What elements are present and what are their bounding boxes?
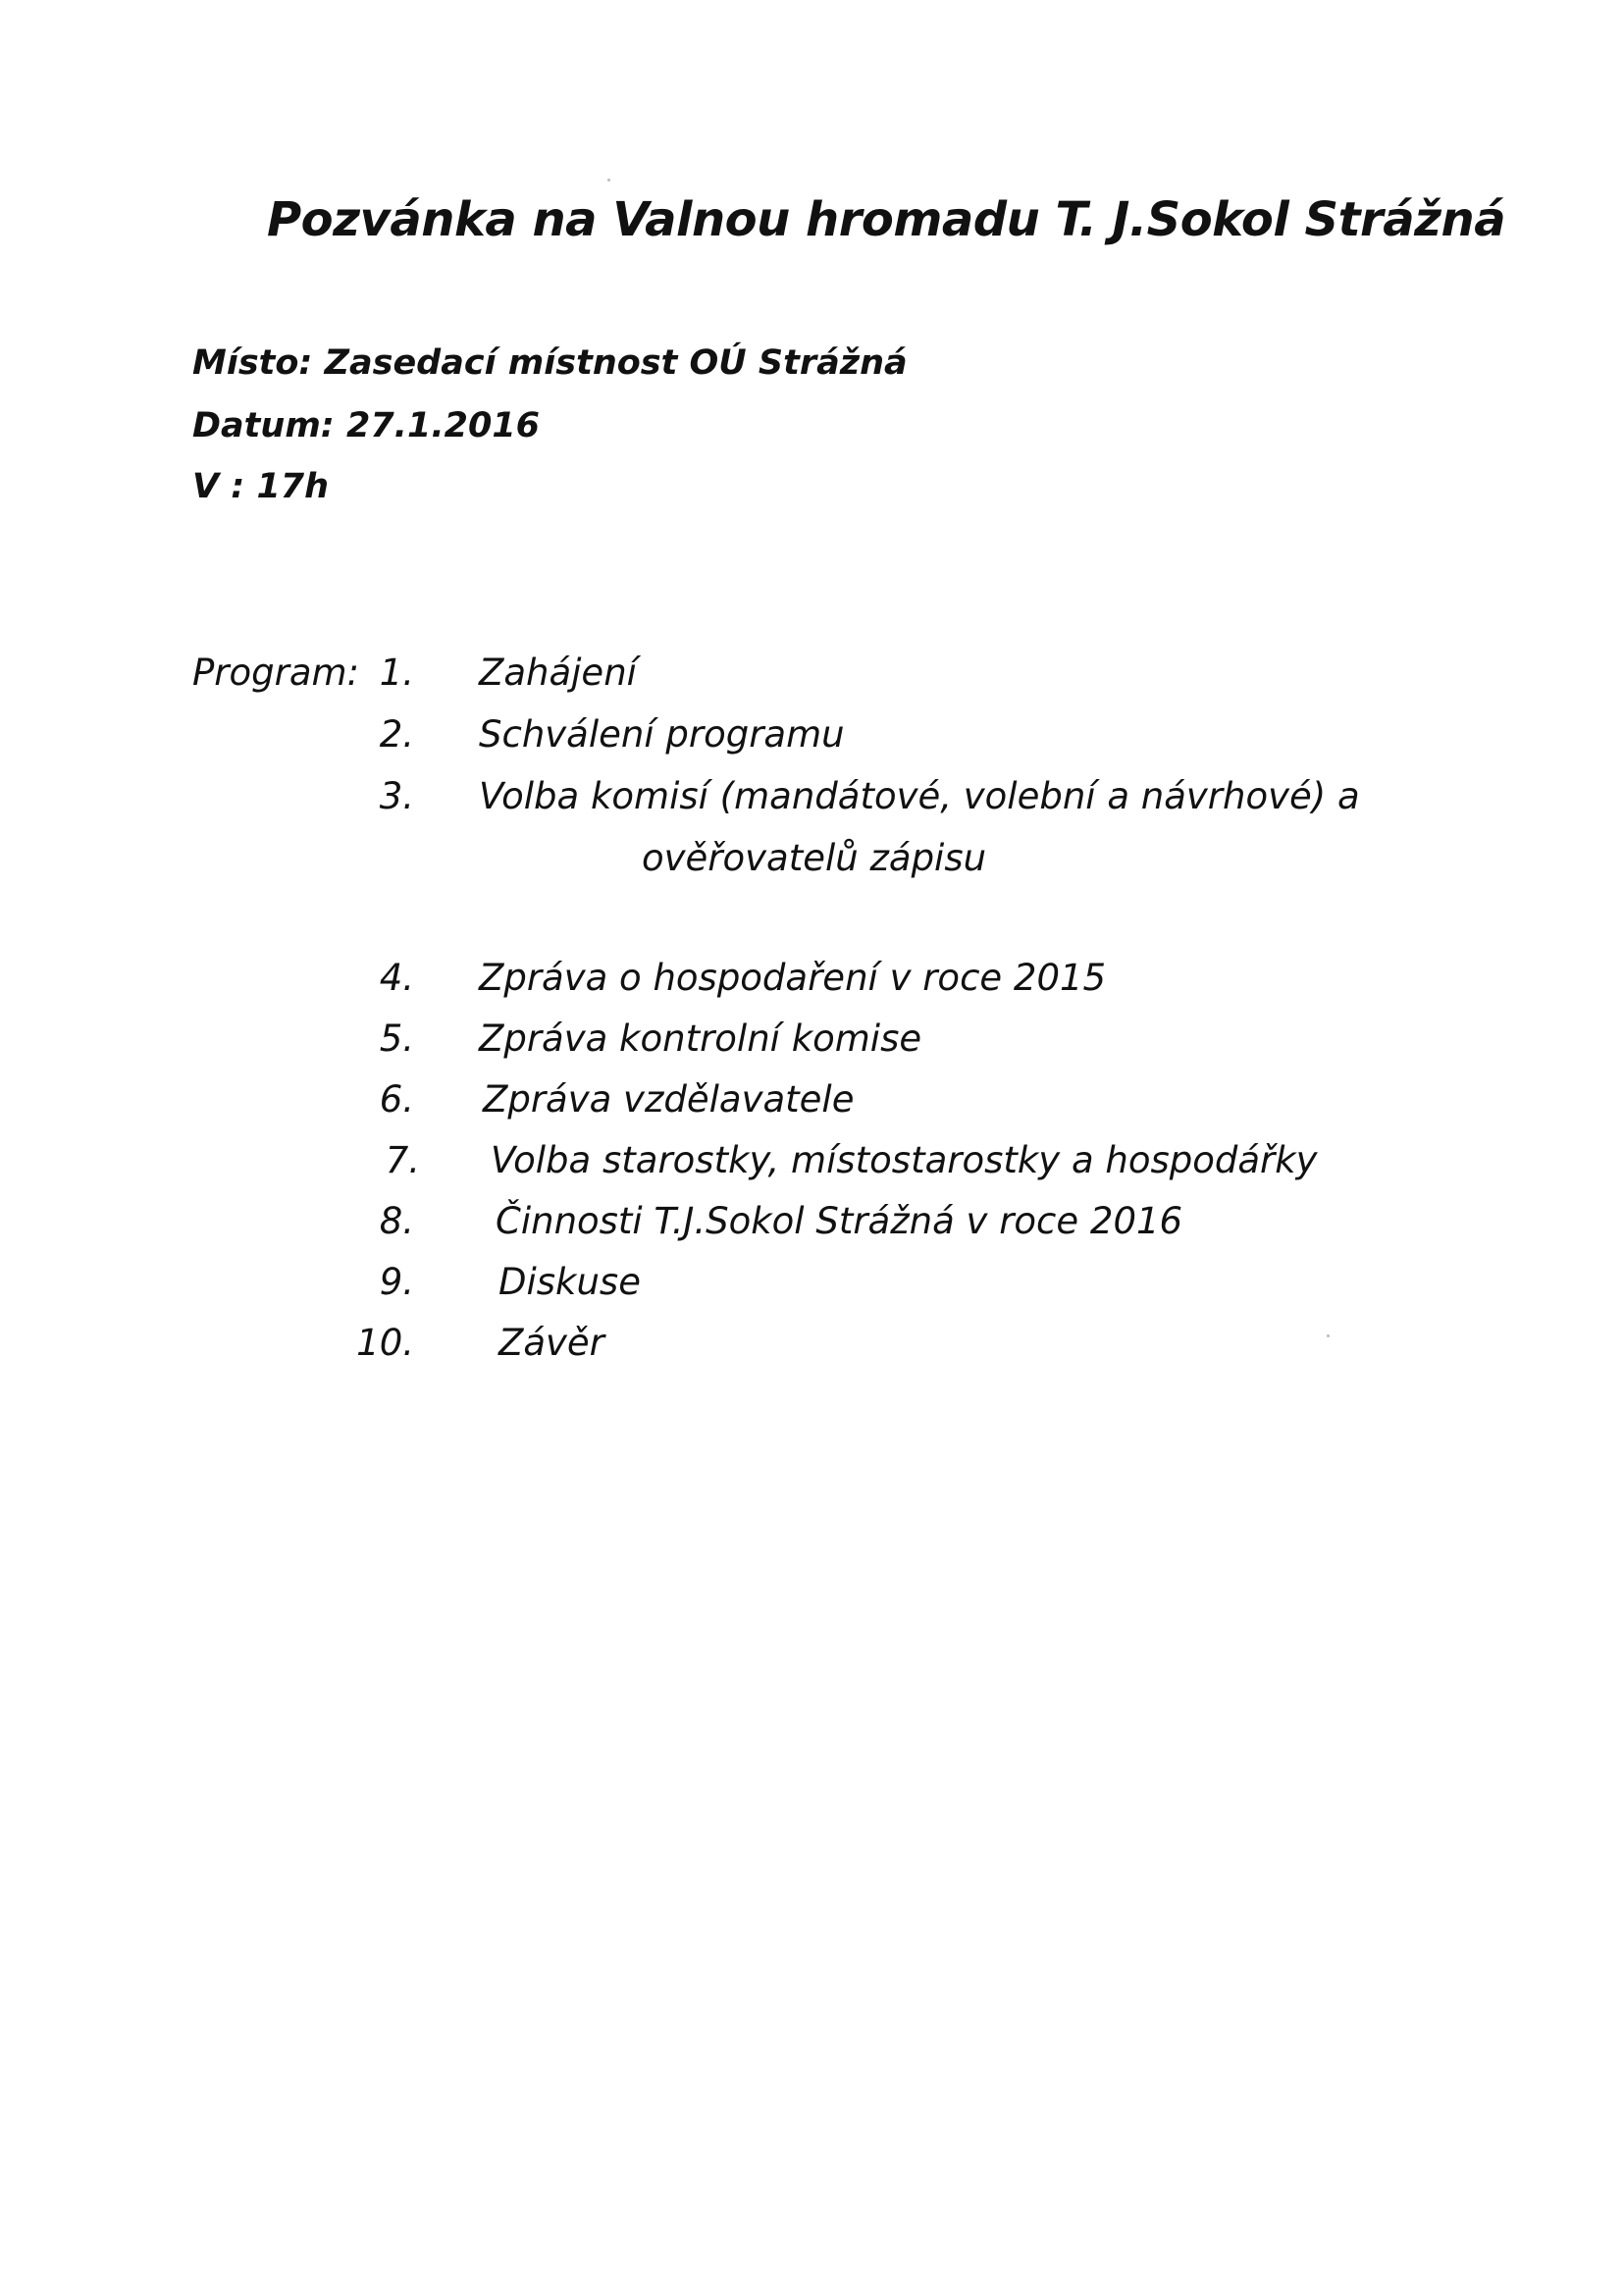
program-item-number: 4. xyxy=(379,957,414,999)
program-item-text: Závěr xyxy=(498,1322,604,1364)
program-item-number: 8. xyxy=(379,1200,414,1242)
program-item-number: 5. xyxy=(379,1018,414,1060)
program-item-number: 1. xyxy=(379,652,414,694)
program-item-continuation: ověřovatelů zápisu xyxy=(642,837,987,879)
program-item-text: Diskuse xyxy=(498,1261,641,1303)
program-item-text: Schválení programu xyxy=(479,713,845,756)
meeting-date: Datum: 27.1.2016 xyxy=(192,406,541,445)
program-item-number: 6. xyxy=(379,1078,414,1121)
document-title: Pozvánka na Valnou hromadu T. J.Sokol Strážná xyxy=(267,192,1506,247)
meeting-time: V : 17h xyxy=(192,467,330,506)
program-item-text: Zahájení xyxy=(479,652,637,694)
scan-speck xyxy=(607,179,610,182)
program-item-number: 2. xyxy=(379,713,414,756)
program-item-number: 7. xyxy=(385,1139,420,1181)
meeting-place: Místo: Zasedací místnost OÚ Strážná xyxy=(192,343,908,383)
scan-speck xyxy=(1327,1334,1330,1337)
program-item-number: 9. xyxy=(379,1261,414,1303)
program-item-text: Volba komisí (mandátové, volební a návrhové) a xyxy=(479,775,1360,817)
program-item-text: Činnosti T.J.Sokol Strážná v roce 2016 xyxy=(496,1200,1183,1242)
program-item-text: Zpráva o hospodaření v roce 2015 xyxy=(479,957,1107,999)
program-item-text: Volba starostky, místostarostky a hospodářky xyxy=(491,1139,1318,1181)
program-label: Program: xyxy=(192,652,360,694)
program-item-number: 3. xyxy=(379,775,414,817)
program-item-text: Zpráva kontrolní komise xyxy=(479,1018,922,1060)
program-item-text: Zpráva vzdělavatele xyxy=(483,1078,855,1121)
program-item-number: 10. xyxy=(356,1322,414,1364)
